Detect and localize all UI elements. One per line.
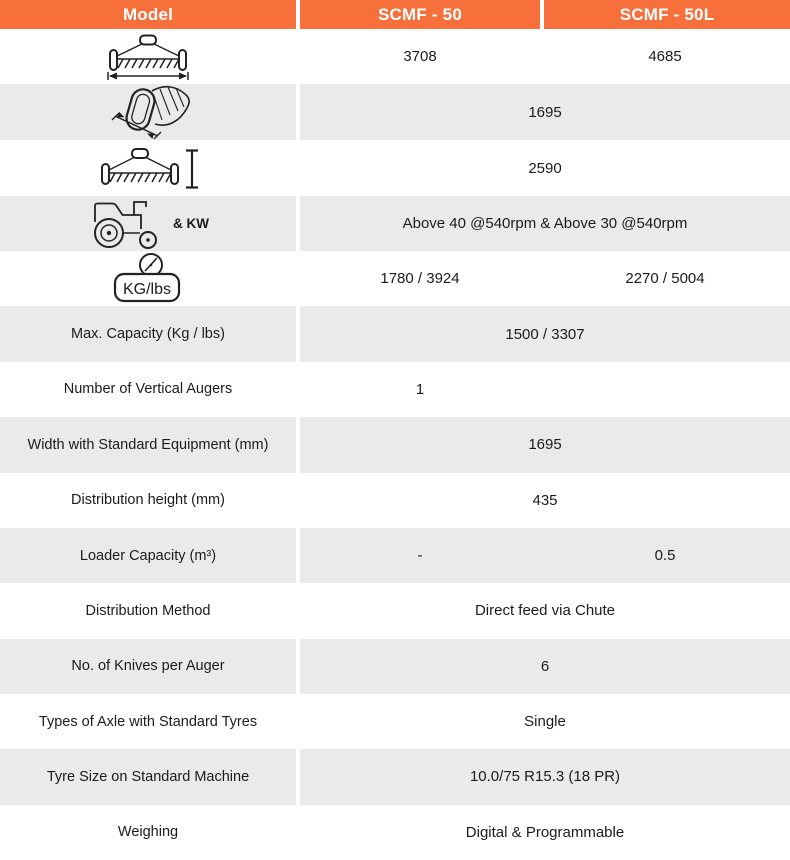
table-row-loader-capacity [0,528,790,583]
weight-gauge-icon [111,252,185,306]
machine-3d-icon [102,84,194,140]
tractor-power-label: & KW [173,215,209,231]
value-merged: Digital & Programmable [300,805,790,860]
header-model: Model [0,0,296,29]
weight-gauge-label: KG/lbs [122,280,172,298]
row-icon-cell [0,140,296,195]
table-row-weighing [0,805,790,860]
row-label: Number of Vertical Augers [0,362,296,417]
value-merged: 435 [300,473,790,528]
value-scmf50: 1780 / 3924 [300,251,540,306]
table-body [0,29,790,860]
row-label: Tyre Size on Standard Machine [0,749,296,804]
table-row-distribution-method [0,583,790,638]
row-label: Max. Capacity (Kg / lbs) [0,306,296,361]
value-merged: 2590 [300,140,790,195]
table-row-distribution-height [0,473,790,528]
implement-height-icon [92,145,204,191]
value-merged: Single [300,694,790,749]
row-label: Types of Axle with Standard Tyres [0,694,296,749]
value-scmf50l: 0.5 [540,528,790,583]
value-merged: Above 40 @540rpm & Above 30 @540rpm [300,196,790,251]
row-icon-cell [0,196,296,251]
value-scmf50l: 2270 / 5004 [540,251,790,306]
row-label: Width with Standard Equipment (mm) [0,417,296,472]
table-row-axle-type [0,694,790,749]
table-row-knives-per-auger [0,639,790,694]
row-label: Weighing [0,805,296,860]
table-row-machine-weight [0,251,790,306]
value-scmf50: 1 [300,362,540,417]
value-merged: 10.0/75 R15.3 (18 PR) [300,749,790,804]
table-header-row [0,0,790,29]
row-label: No. of Knives per Auger [0,639,296,694]
row-icon-cell [0,84,296,140]
table-row-tyre-size [0,749,790,804]
value-merged: 1695 [300,417,790,472]
value-scmf50: - [300,528,540,583]
value-merged: Direct feed via Chute [300,583,790,638]
value-merged: 6 [300,639,790,694]
table-row-overall-width [0,29,790,84]
value-merged: 1695 [300,84,790,140]
row-label: Distribution Method [0,583,296,638]
header-model-scmf50: SCMF - 50 [300,0,540,29]
header-model-scmf50l: SCMF - 50L [544,0,790,29]
table-row-max-capacity [0,306,790,361]
table-row-machine-length [0,84,790,140]
row-icon-cell [0,29,296,84]
table-row-vertical-augers [0,362,790,417]
value-scmf50l: 4685 [540,29,790,84]
table-row-tractor-power [0,196,790,251]
value-merged: 1500 / 3307 [300,306,790,361]
row-label: Loader Capacity (m³) [0,528,296,583]
row-icon-cell [0,251,296,306]
value-scmf50: 3708 [300,29,540,84]
value-scmf50l [540,362,790,417]
table-row-standard-width [0,417,790,472]
table-row-overall-height [0,140,790,195]
tractor-icon [87,196,167,250]
implement-width-icon [100,34,196,80]
row-label: Distribution height (mm) [0,473,296,528]
